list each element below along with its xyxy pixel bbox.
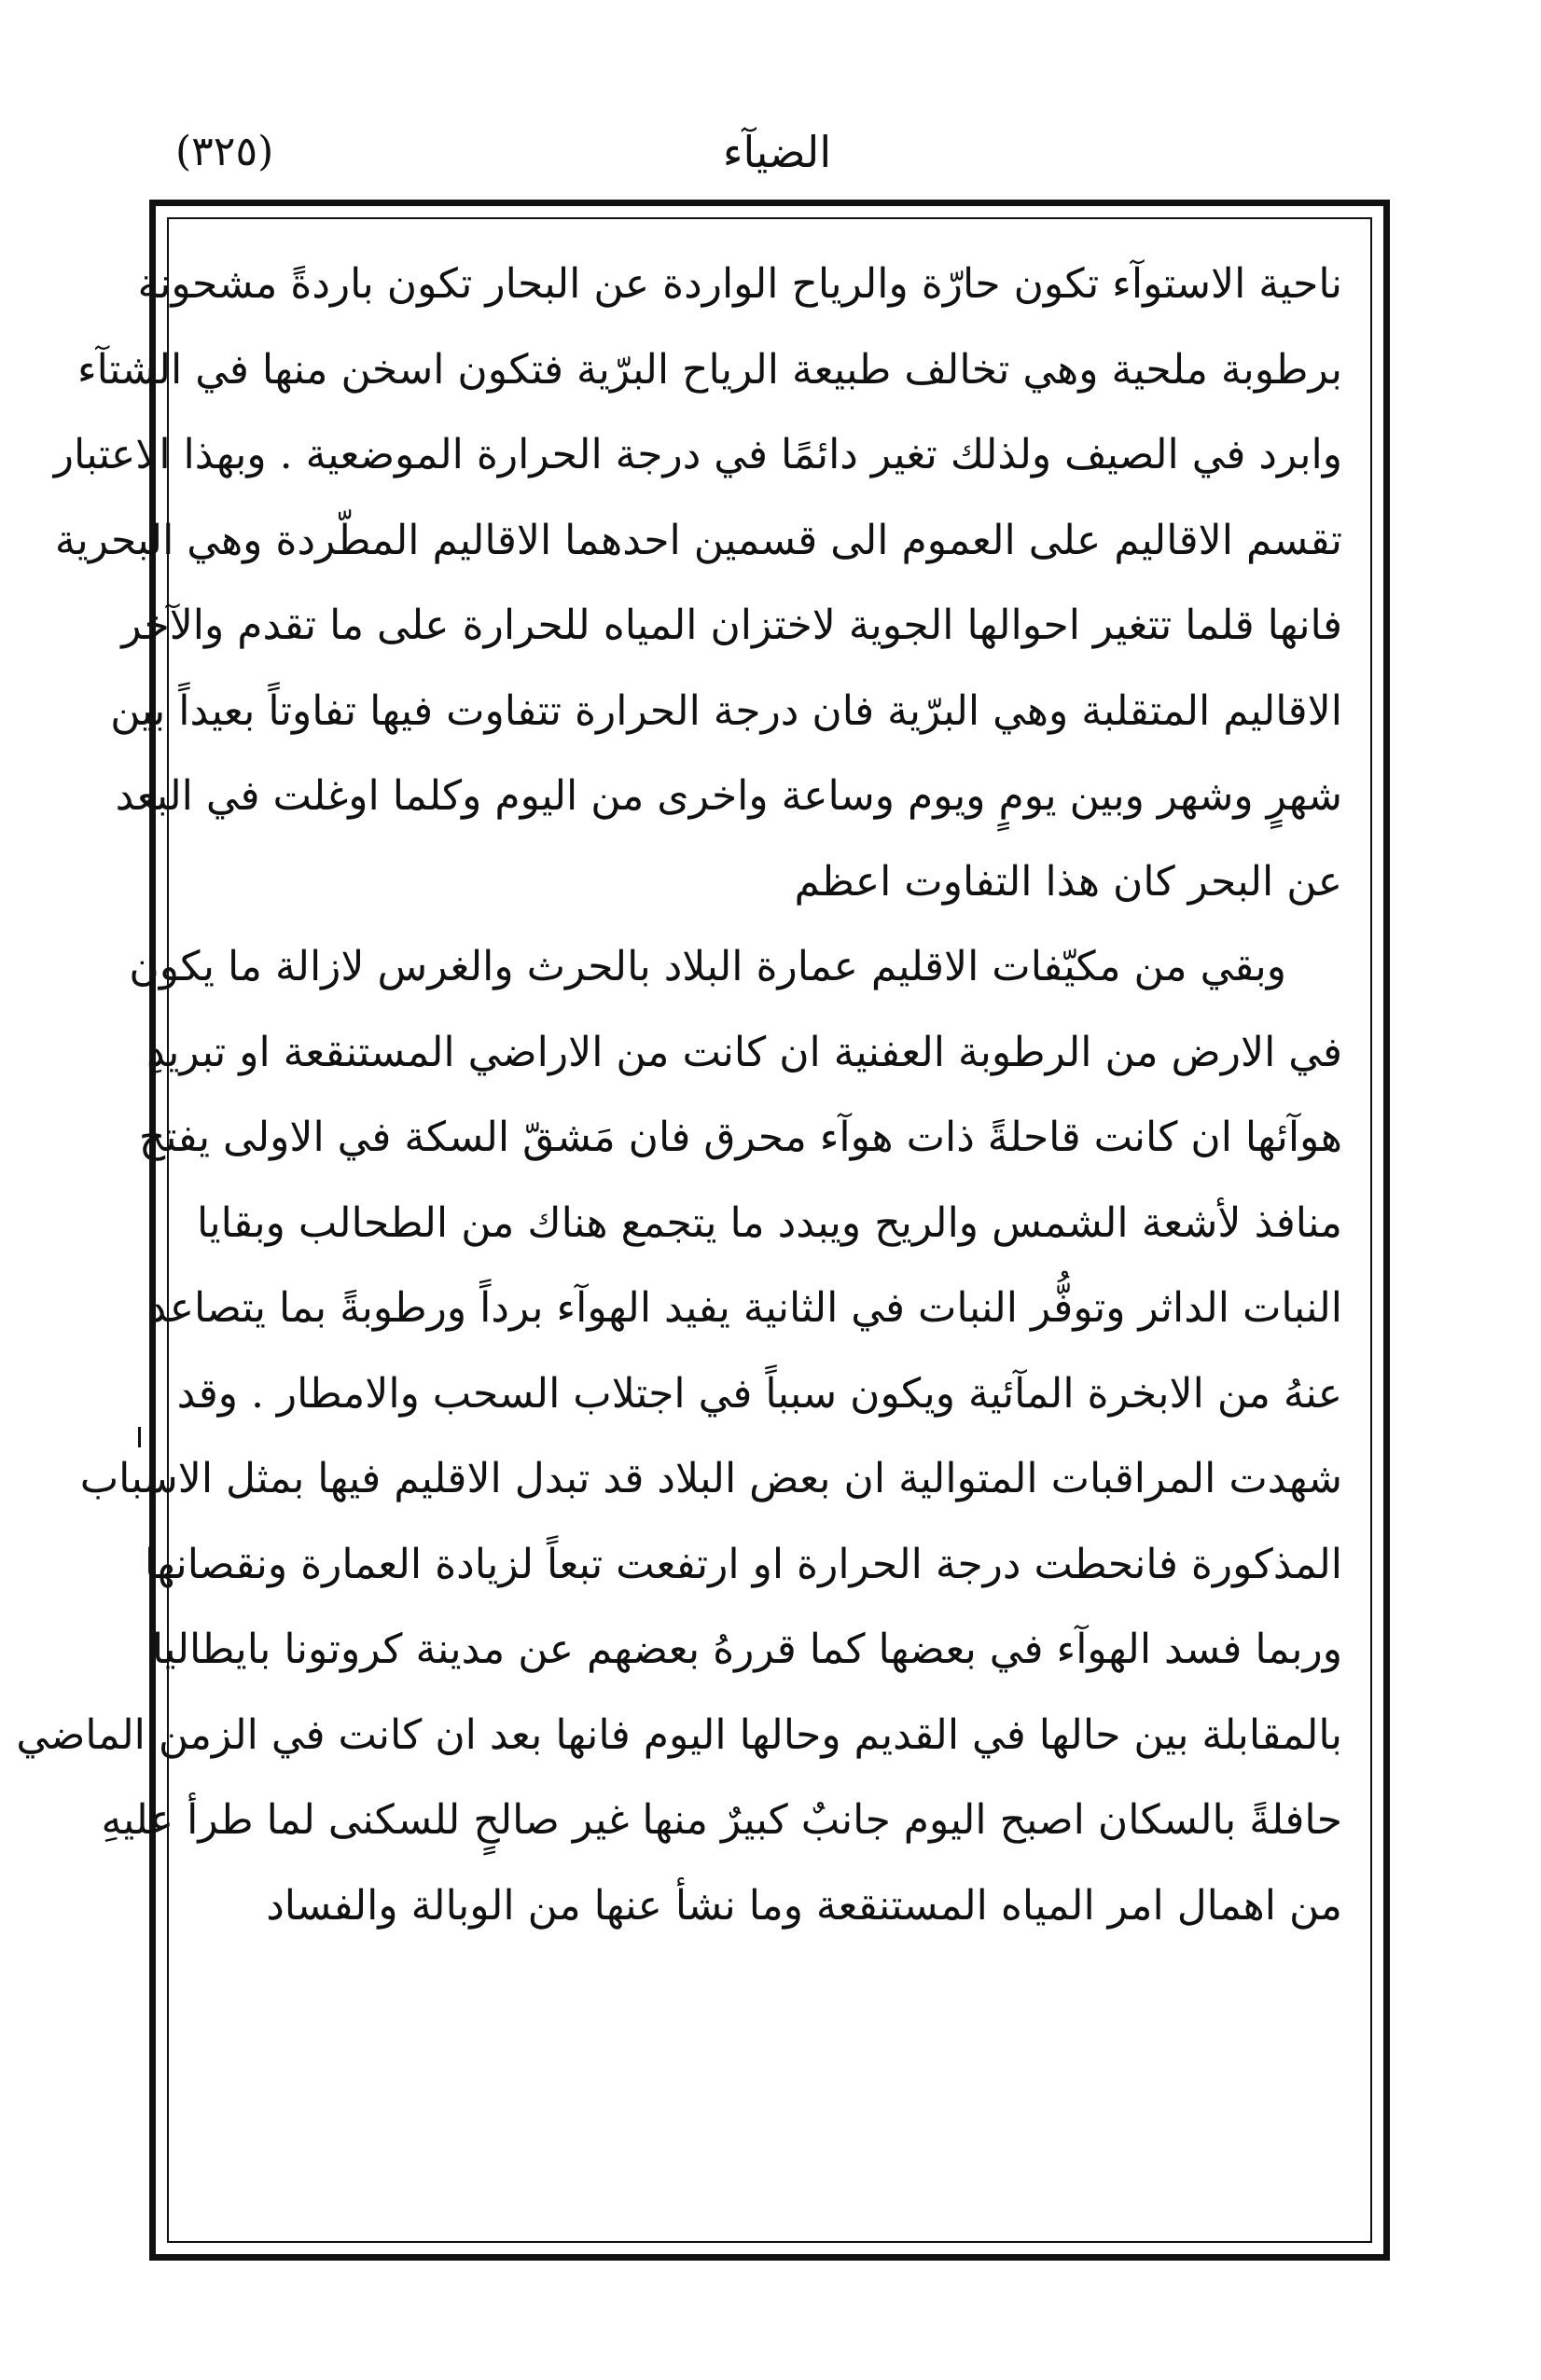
body-text (16, 242, 1342, 1948)
text-line: في الارض من الرطوبة العفنية ان كانت من الاراضي المستنقعة او تبريدِ (146, 1028, 1342, 1076)
text-line: النبات الداثر وتوفُّر النبات في الثانية يفيد الهوآء برداً ورطوبةً بما يتصاعد (147, 1284, 1342, 1332)
page-frame (16, 200, 1390, 2261)
text-line: المذكورة فانحطت درجة الحرارة او ارتفعت تبعاً لزيادة العمارة ونقصانها (144, 1540, 1342, 1588)
text-line: وربما فسد الهوآء في بعضها كما قررهُ بعضهم عن مدينة كروتونا بايطاليا (151, 1626, 1342, 1673)
text-line: شهدت المراقبات المتوالية ان بعض البلاد قد تبدل الاقليم فيها بمثل الاسباب (79, 1455, 1342, 1502)
text-line: منافذ لأشعة الشمس والريح ويبدد ما يتجمع هناك من الطحالب وبقايا (197, 1198, 1342, 1247)
text-line: وبقي من مكيّفات الاقليم عمارة البلاد بالحرث والغرس لازالة ما يكون (129, 943, 1286, 990)
text-line: شهرٍ وشهر وبين يومٍ ويوم وساعة واخرى من اليوم وكلما اوغلت في البعد (115, 772, 1342, 820)
page-number: (٣٢٥) (175, 128, 274, 175)
text-line: برطوبة ملحية وهي تخالف طبيعة الرياح البرّية فتكون اسخن منها في الشتآء (76, 345, 1342, 394)
text-line: بالمقابلة بين حالها في القديم وحالها اليوم فانها بعد ان كانت في الزمن الماضي (16, 1710, 1342, 1759)
text-line: عن البحر كان هذا التفاوت اعظم (794, 857, 1342, 906)
page-header (175, 110, 1379, 194)
text-line: فانها قلما تتغير احوالها الجوية لاختزان المياه للحرارة على ما تقدم والآخر (121, 602, 1342, 649)
text-line: ناحية الاستوآء تكون حارّة والرياح الواردة عن البحار تكون باردةً مشحونة (137, 260, 1342, 308)
text-line: من اهمال امر المياه المستنقعة وما نشأ عنها من الوبالة والفساد (266, 1881, 1342, 1930)
text-line: وابرد في الصيف ولذلك تغير دائمًا في درجة الحرارة الموضعية . وبهذا الاعتبار (53, 431, 1342, 478)
text-line: هوآئها ان كانت قاحلةً ذات هوآء محرق فان مَشقّ السكة في الاولى يفتح (138, 1114, 1342, 1161)
text-line: تقسم الاقاليم على العموم الى قسمين احدهما الاقاليم المطّردة وهي البحرية (54, 516, 1342, 564)
text-line: الاقاليم المتقلبة وهي البرّية فان درجة الحرارة تتفاوت فيها تفاوتاً بعيداً بين (110, 686, 1342, 735)
running-title: الضيآء (722, 127, 832, 177)
text-line: عنهُ من الابخرة المآئية ويكون سبباً في اجتلاب السحب والامطار . وقد (176, 1369, 1342, 1418)
text-line: حافلةً بالسكان اصبح اليوم جانبٌ كبيرٌ منها غير صالحٍ للسكنى لما طرأ عليهِ (101, 1796, 1342, 1844)
